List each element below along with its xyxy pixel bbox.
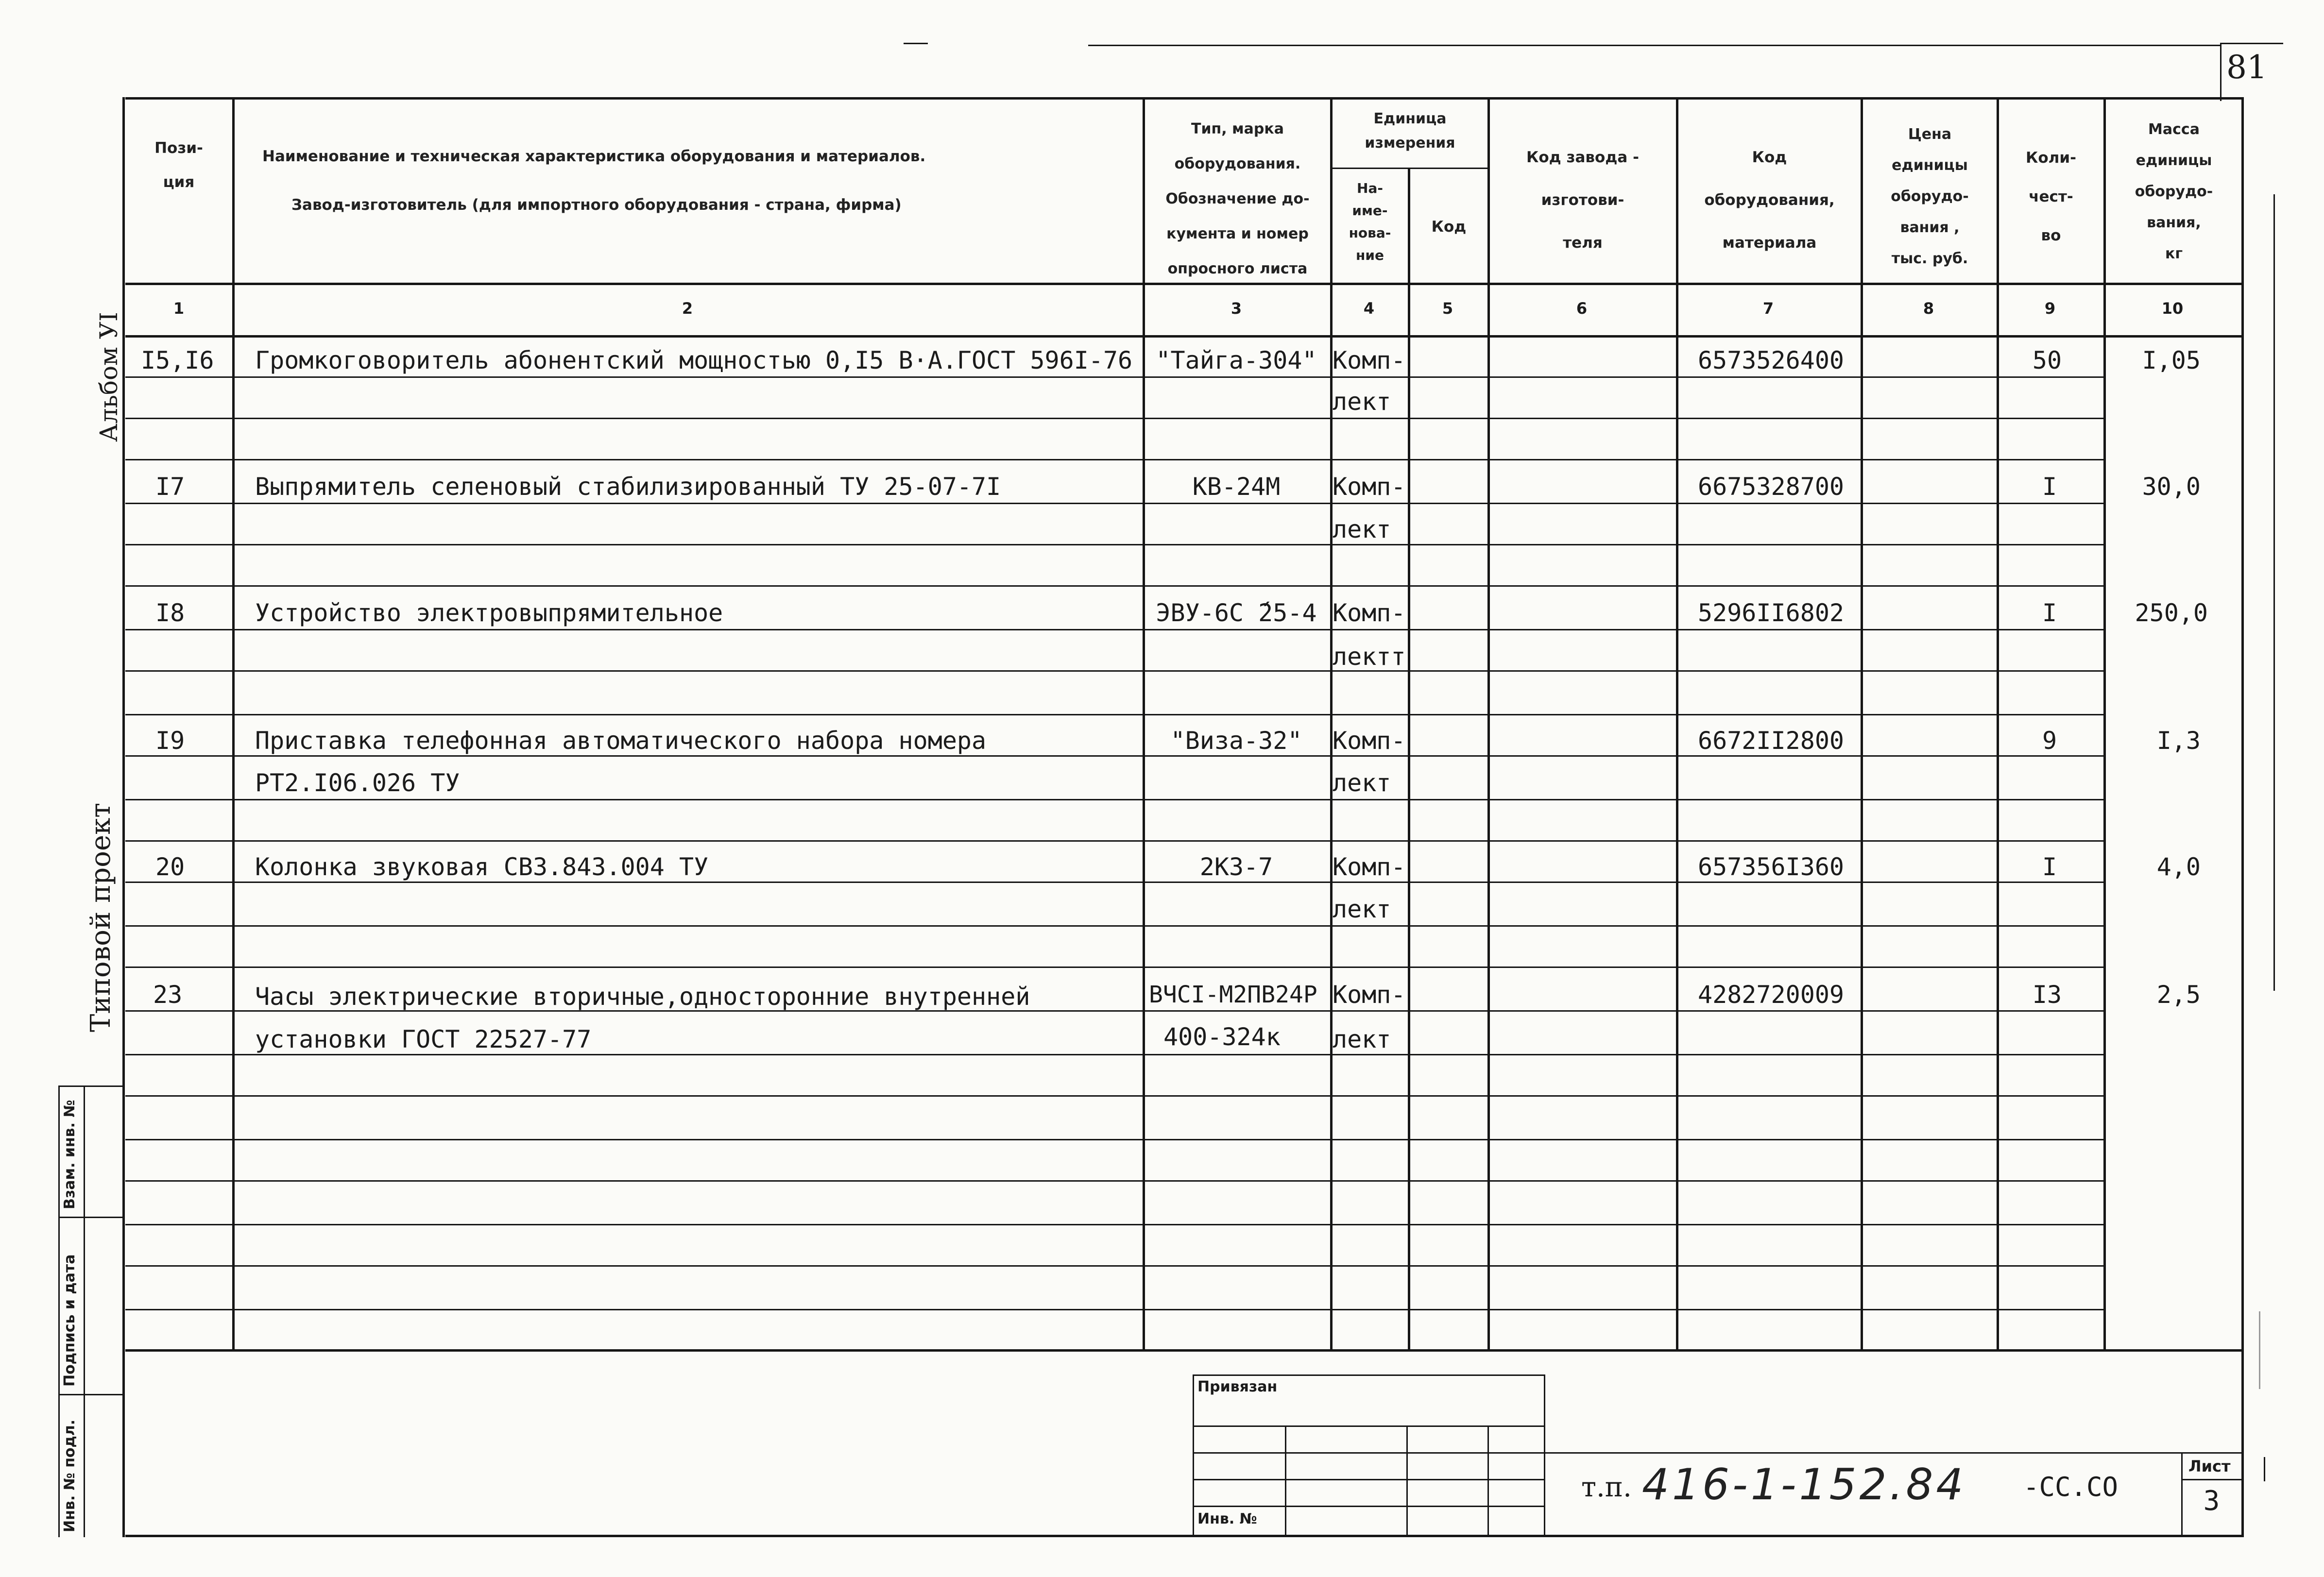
header-type: Тип, марка оборудования. Обозначение до- кумента и номер опросного листа [1165,120,1310,277]
stamp-line [1193,1425,1545,1427]
row-unit: Комп- [1333,981,1406,1009]
drawing-number-prefix: т.п. [1581,1472,1632,1503]
row-line [125,882,2105,883]
column-number: 2 [682,299,693,318]
col-divider [1143,97,1145,1349]
header-name-line1: Наименование и техническая характеристика оборудования и материалов. [262,148,926,165]
row-name: Приставка телефонная автоматического набора номера [255,727,987,755]
row-position: I8 [155,599,185,627]
row-line [125,459,2105,460]
row-code: 6675328700 [1698,473,1845,501]
table-top-border [125,97,2243,100]
col-divider [1487,97,1490,1349]
sheet-number: 3 [2203,1485,2220,1517]
row-type-continued: 400-324к [1163,1023,1281,1051]
row-unit: лект [1333,388,1391,416]
row-line [125,755,2105,757]
row-line [125,1180,2105,1182]
sheet-label: Лист [2188,1457,2231,1475]
row-type: КВ-24М [1192,473,1281,501]
stamp-inv-no: Инв. № [1197,1510,1257,1527]
margin-column-divider [84,1085,85,1537]
row-code: 6573526400 [1698,346,1845,374]
row-line [125,840,2105,842]
row-line [125,1139,2105,1140]
column-number: 3 [1230,299,1242,318]
row-mass: 2,5 [2156,981,2201,1009]
row-line [125,967,2105,968]
row-quantity: I [2042,599,2057,627]
row-type: "Виза-32" [1170,727,1302,755]
row-line [125,1224,2105,1225]
frame-right-border [2241,97,2244,1537]
scan-mark [2273,194,2275,991]
row-unit: Комп- [1333,473,1406,501]
row-type: ЭВУ-6С ́25-4 [1156,599,1317,627]
header-unit-mass: Масса единицы оборудо- вания, кг [2135,121,2213,262]
header-quantity: Коли- чест- во [2026,149,2076,244]
row-name: Устройство электровыпрямительное [255,599,723,627]
row-unit: лект [1333,1025,1391,1053]
header-position: Пози- ция [154,139,203,191]
row-position: 23 [153,981,183,1009]
header-unit-price: Цена единицы оборудо- вания , тыс. руб. [1891,126,1969,267]
row-quantity: I3 [2032,981,2062,1009]
row-mass: 30,0 [2142,473,2201,501]
row-line [125,544,2105,545]
drawing-number-suffix: -СС.СО [2023,1472,2119,1502]
col-divider [1861,97,1863,1349]
row-mass: I,3 [2156,727,2201,755]
row-unit: лект [1333,769,1391,797]
row-position: I9 [155,727,185,755]
row-line [125,585,2105,587]
header-unit-code: Код [1431,218,1467,236]
stamp-box-top [1193,1374,1545,1376]
column-number: 4 [1363,299,1375,318]
row-mass: 250,0 [2135,599,2208,627]
column-number: 1 [173,299,185,318]
row-line [125,925,2105,927]
row-name: Часы электрические вторичные,односторонние внутренней [255,983,1030,1011]
colnum-bottom-border [125,335,2243,338]
margin-vzam-inv: Взам. инв. № [61,1100,78,1209]
row-position: I7 [155,473,185,501]
row-unit: лектт [1333,643,1406,671]
row-line [125,376,2105,378]
stamp-box-left [1193,1374,1194,1535]
row-line [125,799,2105,800]
col-divider [2103,97,2106,1349]
frame-bottom-border [125,1535,2243,1537]
margin-project-type: Типовой проект [85,802,117,1032]
table-bottom-border [125,1349,2243,1352]
row-unit: лект [1333,515,1391,543]
stamp-line [1193,1506,1545,1507]
row-line [125,1309,2105,1310]
margin-row-line [58,1217,124,1218]
row-line [125,503,2105,504]
header-unit-group: Единица измерения [1365,110,1455,152]
col-divider [1997,97,1999,1349]
row-line [125,1095,2105,1097]
column-number: 7 [1762,299,1774,318]
row-name: Выпрямитель селеновый стабилизированный ТУ 25-07-7I [255,473,1001,501]
row-line [125,418,2105,419]
row-type: ВЧСI-М2ПВ24Р [1149,981,1317,1008]
col-divider [1330,97,1333,1349]
stamp-privyazan: Привязан [1197,1378,1278,1395]
margin-signature-date: Подпись и дата [61,1254,78,1387]
row-line [125,1054,2105,1055]
row-line [125,714,2105,715]
row-unit: Комп- [1333,853,1406,881]
row-type: 2КЗ-7 [1199,853,1273,881]
stamp-line [1193,1479,1545,1480]
row-unit: Комп- [1333,346,1406,374]
scan-mark [1088,45,2220,46]
sheet-box-line [2181,1479,2242,1480]
stamp-divider [1406,1425,1408,1535]
col-divider [1408,168,1410,1349]
header-unit-name: На- име- нова- ние [1349,180,1391,263]
drawing-number: 416-1-152.84 [1642,1459,1966,1509]
row-quantity: I [2042,853,2057,881]
row-position: 20 [155,853,185,881]
col-divider [232,97,235,1349]
row-position: I5,I6 [141,346,214,374]
stamp-box-right [1544,1374,1545,1452]
row-line [125,1265,2105,1267]
row-mass: 4,0 [2156,853,2201,881]
row-unit: лект [1333,895,1391,923]
page-number: 81 [2226,49,2267,86]
margin-column-left [58,1085,60,1537]
row-type: "Тайга-304" [1156,346,1317,374]
header-manufacturer-code: Код завода - изготови- теля [1526,149,1639,252]
row-name: Громкоговоритель абонентский мощностью 0,I5 В·А.ГОСТ 596I-76 [255,346,1133,374]
row-name-continued: установки ГОСТ 22527-77 [255,1025,592,1053]
row-quantity: I [2042,473,2057,501]
page-number-box-top [2220,43,2283,44]
unit-subheader-line [1330,168,1489,169]
scan-mark [904,43,928,44]
scan-mark [2259,1311,2260,1389]
row-unit: Комп- [1333,727,1406,755]
row-code: 5296II6802 [1698,599,1845,627]
column-number: 9 [2044,299,2056,318]
column-number: 8 [1923,299,1934,318]
row-mass: I,05 [2142,346,2201,374]
row-name: Колонка звуковая СВЗ.843.004 ТУ [255,853,709,881]
margin-row-line [58,1085,124,1087]
stamp-divider [1487,1425,1489,1535]
scan-mark [2264,1457,2265,1481]
margin-row-line [58,1394,124,1395]
row-quantity: 50 [2032,346,2062,374]
margin-album: Альбом УI [95,312,123,442]
stamp-divider [1544,1452,1545,1535]
row-code: 6672II2800 [1698,727,1845,755]
row-line [125,629,2105,630]
row-unit: Комп- [1333,599,1406,627]
column-number: 5 [1442,299,1453,318]
row-line [125,670,2105,672]
stamp-divider [1285,1425,1286,1535]
margin-inv-original: Инв. № подл. [61,1419,78,1532]
column-number: 10 [2161,299,2184,318]
row-name-continued: РТ2.I06.026 ТУ [255,769,460,797]
stamp-line [1193,1452,2242,1454]
row-quantity: 9 [2042,727,2057,755]
column-number: 6 [1576,299,1588,318]
col-divider [1676,97,1678,1349]
row-code: 657356I360 [1698,853,1845,881]
row-code: 4282720009 [1698,981,1845,1009]
header-equipment-code: Код оборудования, материала [1704,149,1835,252]
header-name-line2: Завод-изготовитель (для импортного оборудования - страна, фирма) [291,196,902,214]
